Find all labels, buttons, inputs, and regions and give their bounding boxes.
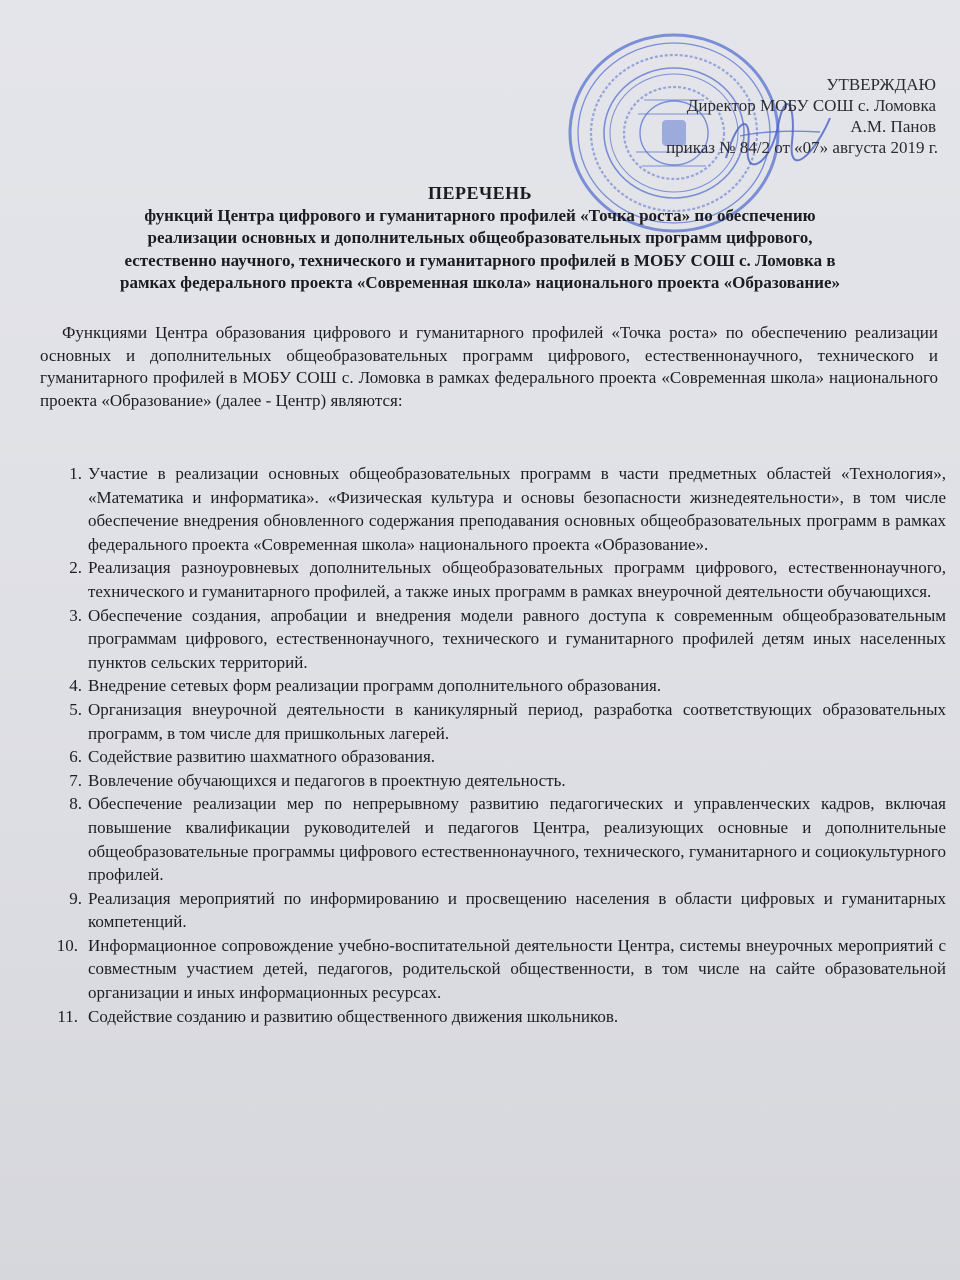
- item-number: 5.: [69, 699, 82, 719]
- list-item: [52, 792, 946, 886]
- item-text: Внедрение сетевых форм реализации программ дополнительного образования.: [88, 676, 662, 696]
- item-number: 4.: [69, 676, 82, 696]
- approval-position: Директор МОБУ СОШ с. Ломовка: [686, 96, 936, 115]
- heading-line: функций Центра цифрового и гуманитарного профилей «Точка роста» по обеспечению: [144, 205, 816, 225]
- functions-list: [52, 462, 946, 1028]
- item-number: 3.: [69, 605, 82, 625]
- item-text: Реализация разноуровневых дополнительных общеобразовательных программ цифрового, естественнонаучного, технического и гуманитарного профилей, а также иных программ в рамках внеурочной деятельности обучающихся.: [88, 558, 946, 601]
- item-text: Обеспечение создания, апробации и внедрения модели равного доступа к современным общеобразовательным программам цифрового, естественнонаучного, технического и гуманитарного профилей детям иных населенных пунктов сельских территорий.: [88, 605, 946, 672]
- item-text: Содействие развитию шахматного образования.: [88, 747, 436, 767]
- list-item: [52, 698, 946, 745]
- list-item: [52, 604, 946, 675]
- list-item: [52, 745, 946, 769]
- item-number: 1.: [69, 464, 82, 483]
- item-text: Участие в реализации основных общеобразовательных программ в части предметных областей «Технология», «Математика и информатика». «Физическая культура и основы безопасности жизнедеятельности», в том числе обеспечение внедрения обновленного содержания преподавания основных общеобразовательных программ в рамках федерального проекта «Современная школа» национального проекта «Образование».: [88, 464, 946, 554]
- item-number: 8.: [69, 794, 82, 814]
- item-text: Организация внеурочной деятельности в каникулярный период, разработка соответствующих образовательных программ, в том числе для пришкольных лагерей.: [88, 699, 946, 743]
- list-item: [52, 887, 946, 934]
- list-item: [52, 934, 946, 1005]
- item-number: 6.: [69, 747, 82, 767]
- heading-line: рамках федерального проекта «Современная школа» национального проекта «Образование»: [119, 273, 840, 293]
- item-number: 2.: [69, 558, 82, 578]
- list-item: [52, 769, 946, 793]
- intro-paragraph: Функциями Центра образования цифрового и гуманитарного профилей «Точка роста» по обеспечению реализации основных и дополнительных общеобразовательных программ цифрового, естественнонаучного, технического и гуманитарного профилей в МОБУ СОШ с. Ломовка в рамках федерального проекта «Современная школа» национального проекта «Образование» (далее - Центр) являются:: [40, 323, 938, 410]
- document-heading: [20, 182, 940, 295]
- item-text: Вовлечение обучающихся и педагогов в проектную деятельность.: [88, 770, 566, 790]
- item-number: 7.: [69, 770, 82, 790]
- item-number: 11.: [57, 1006, 78, 1026]
- item-text: Информационное сопровождение учебно-воспитательной деятельности Центра, системы внеурочных мероприятий с совместным участием детей, педагогов, родительской общественности, в том числе на сайте образовательной организации и иных информационных ресурсах.: [88, 935, 946, 1003]
- item-number: 9.: [69, 888, 82, 908]
- heading-line: реализации основных и дополнительных общеобразовательных программ цифрового,: [147, 228, 813, 248]
- list-item: [52, 462, 946, 556]
- document-title: ПЕРЕЧЕНЬ: [427, 183, 533, 203]
- item-text: Содействие созданию и развитию общественного движения школьников.: [88, 1006, 619, 1026]
- item-number: 10.: [56, 935, 78, 955]
- approval-name: А.М. Панов: [850, 117, 936, 136]
- list-item: [52, 1005, 946, 1029]
- item-text: Обеспечение реализации мер по непрерывному развитию педагогических и управленческих кадров, включая повышение квалификации руководителей и педагогов Центра, реализующих основные и дополнительные общеобразовательные программы цифрового естественнонаучного, технического, гуманитарного и социокультурного профилей.: [88, 794, 946, 885]
- item-text: Реализация мероприятий по информированию и просвещению населения в области цифровых и гуманитарных компетенций.: [88, 888, 946, 932]
- approval-block: [516, 74, 936, 158]
- approval-title: УТВЕРЖДАЮ: [826, 75, 936, 94]
- list-item: [52, 556, 946, 603]
- heading-line: естественно научного, технического и гуманитарного профилей в МОБУ СОШ с. Ломовка в: [124, 250, 836, 270]
- approval-order: приказ № 84/2 от «07» августа 2019 г.: [666, 138, 938, 157]
- list-item: [52, 674, 946, 698]
